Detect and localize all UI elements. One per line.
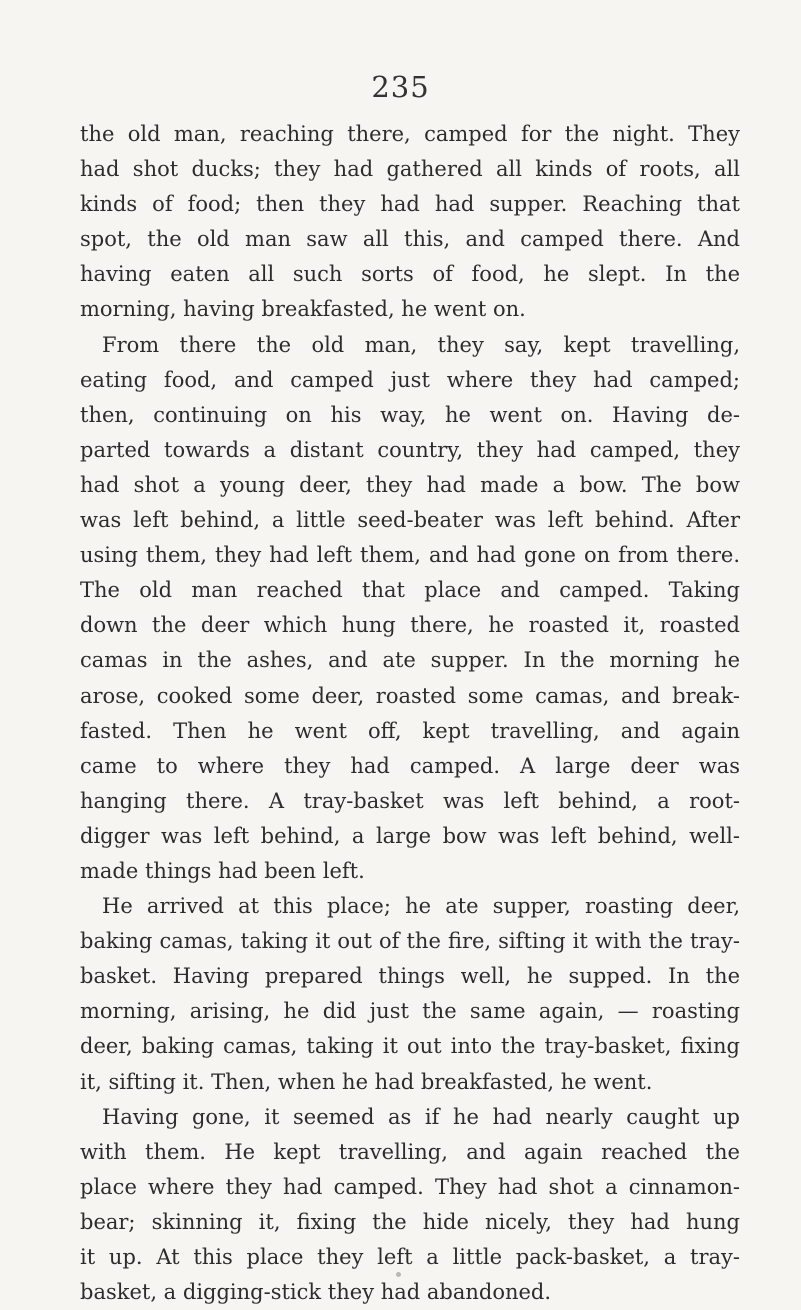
paragraph-3 — [80, 889, 740, 1100]
paragraph-1 — [80, 117, 740, 328]
text-line: camas in the ashes, and ate supper. In the morning he — [80, 648, 740, 673]
text-line: basket. Having prepared things well, he supped. In the — [80, 964, 740, 989]
text-line: arose, cooked some deer, roasted some camas, and break- — [80, 683, 740, 708]
text-line: using them, they had left them, and had gone on from there. — [80, 543, 740, 568]
paragraph-2 — [80, 328, 740, 890]
text-line: fasted. Then he went off, kept travelling, and again — [80, 718, 740, 743]
text-line: From there the old man, they say, kept travelling, — [102, 332, 740, 357]
text-line: it up. At this place they left a little pack-basket, a tray- — [80, 1245, 740, 1269]
text-line: having eaten all such sorts of food, he slept. In the — [80, 262, 740, 287]
text-line: down the deer which hung there, he roasted it, roasted — [80, 613, 740, 638]
text-line: spot, the old man saw all this, and camped there. And — [80, 227, 740, 252]
text-line: then, continuing on his way, he went on. Having de- — [80, 402, 740, 427]
text-line: with them. He kept travelling, and again reached the — [80, 1139, 740, 1164]
ink-speck — [396, 1272, 401, 1277]
text-line: basket, a digging-stick they had abandoned. — [80, 1280, 552, 1305]
text-line: parted towards a distant country, they had camped, they — [80, 437, 740, 462]
text-line: was left behind, a little seed-beater was left behind. After — [80, 508, 740, 533]
text-line: kinds of food; then they had had supper. Reaching that — [80, 192, 740, 217]
text-line: Having gone, it seemed as if he had nearly caught up — [102, 1104, 740, 1129]
text-line: hanging there. A tray-basket was left behind, a root- — [80, 788, 740, 813]
body-text — [80, 117, 740, 1310]
text-line: it, sifting it. Then, when he had breakfasted, he went. — [80, 1069, 653, 1094]
text-line: He arrived at this place; he ate supper, roasting deer, — [102, 894, 740, 919]
text-line: eating food, and camped just where they had camped; — [80, 367, 740, 392]
text-line: bear; skinning it, fixing the hide nicely, they had hung — [80, 1209, 740, 1234]
page-number: 235 — [371, 70, 430, 104]
text-line: came to where they had camped. A large deer was — [80, 753, 740, 778]
text-line: morning, having breakfasted, he went on. — [80, 297, 526, 322]
text-line: baking camas, taking it out of the fire, sifting it with the tray- — [80, 929, 740, 954]
text-line: The old man reached that place and camped. Taking — [80, 578, 740, 603]
paragraph-4 — [80, 1100, 740, 1310]
text-line: the old man, reaching there, camped for the night. They — [80, 122, 740, 146]
text-line: place where they had camped. They had shot a cinnamon- — [80, 1174, 740, 1199]
text-line: had shot ducks; they had gathered all kinds of roots, all — [80, 157, 740, 182]
text-line: had shot a young deer, they had made a bow. The bow — [80, 472, 740, 497]
text-line: digger was left behind, a large bow was left behind, well- — [80, 823, 740, 848]
text-line: morning, arising, he did just the same again, — roasting — [80, 999, 740, 1024]
text-line: made things had been left. — [80, 858, 365, 883]
text-line: deer, baking camas, taking it out into the tray-basket, fixing — [80, 1034, 740, 1059]
